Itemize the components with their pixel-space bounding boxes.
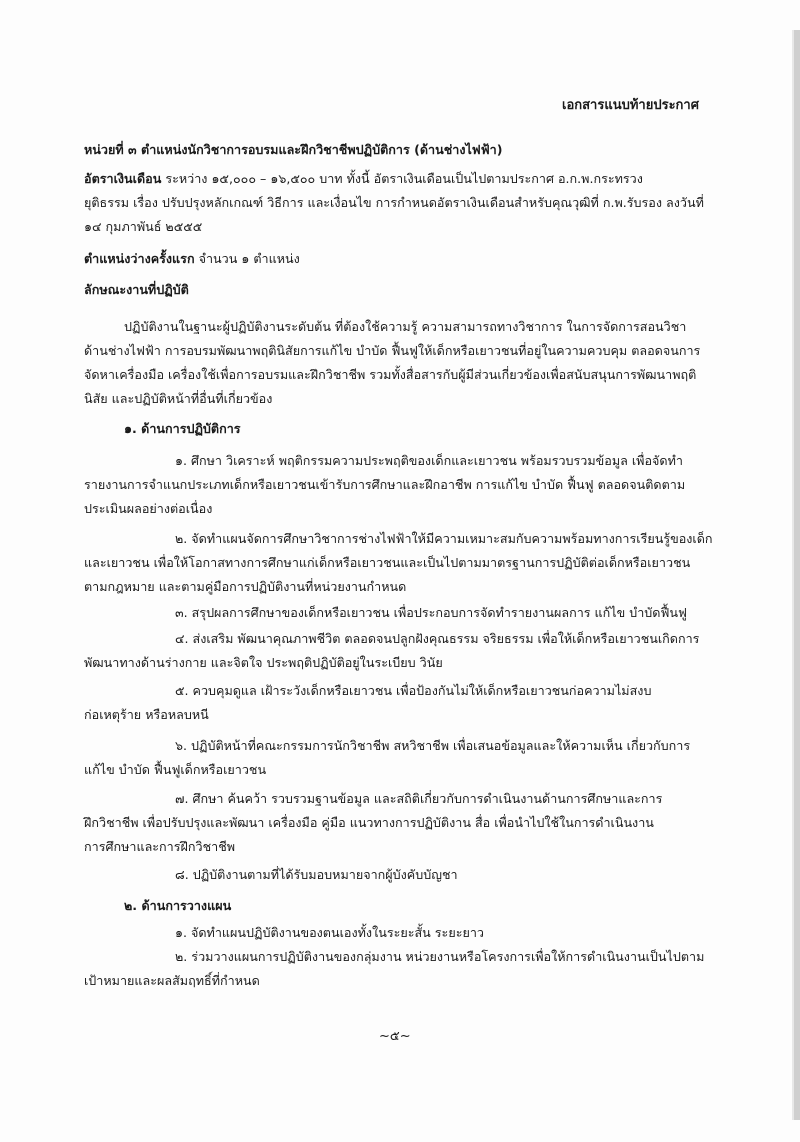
vacancy-line xyxy=(84,250,300,268)
section-1-line: แก้ไข บำบัด ฟื้นฟูเด็กหรือเยาวชน xyxy=(84,762,267,777)
duties-intro-line: ปฏิบัติงานในฐานะผู้ปฏิบัติงานระดับต้น ที่ต้องใช้ความรู้ ความสามารถทางวิชาการ ในการจัดการสอนวิชา xyxy=(124,319,687,334)
salary-line-1 xyxy=(84,170,643,188)
section-1-line: ๖. ปฏิบัติหน้าที่คณะกรรมการนักวิชาชีพ สหวิชาชีพ เพื่อเสนอข้อมูลและให้ความเห็น เกี่ยวกับการ xyxy=(175,738,691,753)
section-1-line: ๑. ศึกษา วิเคราะห์ พฤติกรรมความประพฤติของเด็กและเยาวชน พร้อมรวบรวมข้อมูล เพื่อจัดทำ xyxy=(175,453,683,468)
salary-line-2: ยุติธรรม เรื่อง ปรับปรุงหลักเกณฑ์ วิธีการ และเงื่อนไข การกำหนดอัตราเงินเดือนสำหรับคุณวุฒิที่ ก.พ.รับรอง ลงวันที่ xyxy=(84,195,704,210)
section-1-line: ๕. ควบคุมดูแล เฝ้าระวังเด็กหรือเยาวชน เพื่อป้องกันไม่ให้เด็กหรือเยาวชนก่อความไม่สงบ xyxy=(175,683,652,698)
section-1-line: ๗. ศึกษา ค้นคว้า รวบรวมฐานข้อมูล และสถิติเกี่ยวกับการดำเนินงานด้านการศึกษาและการ xyxy=(175,791,663,806)
section-1-line: ก่อเหตุร้าย หรือหลบหนี xyxy=(84,707,209,722)
section-1-line: ๘. ปฏิบัติงานตามที่ได้รับมอบหมายจากผู้บังคับบัญชา xyxy=(175,867,458,882)
section-2-heading: ๒. ด้านการวางแผน xyxy=(124,898,232,913)
section-2-line: เป้าหมายและผลสัมฤทธิ์ที่กำหนด xyxy=(84,973,260,988)
vacancy-label: ตำแหน่งว่างครั้งแรก xyxy=(84,251,195,266)
section-1-line: ประเมินผลอย่างต่อเนื่อง xyxy=(84,501,213,516)
section-1-heading: ๑. ด้านการปฏิบัติการ xyxy=(124,421,241,436)
duties-intro-line: นิสัย และปฏิบัติหน้าที่อื่นที่เกี่ยวข้อง xyxy=(84,391,273,406)
section-1-line: ๓. สรุปผลการศึกษาของเด็กหรือเยาวชน เพื่อประกอบการจัดทำรายงานผลการ แก้ไข บำบัดฟื้นฟู xyxy=(175,605,687,620)
salary-line-3: ๑๔ กุมภาพันธ์ ๒๕๕๕ xyxy=(84,219,203,234)
section-2-line: ๒. ร่วมวางแผนการปฏิบัติงานของกลุ่มงาน หน่วยงานหรือโครงการเพื่อให้การดำเนินงานเป็นไปตาม xyxy=(175,949,705,964)
duties-intro-line: จัดหาเครื่องมือ เครื่องใช้เพื่อการอบรมและฝึกวิชาชีพ รวมทั้งสื่อสารกับผู้มีส่วนเกี่ยวข้องเพื่อสนับสนุนการพัฒนาพฤติ xyxy=(84,367,697,382)
unit-heading: หน่วยที่ ๓ ตำแหน่งนักวิชาการอบรมและฝึกวิชาชีพปฏิบัติการ (ด้านช่างไฟฟ้า) xyxy=(84,142,503,157)
salary-label: อัตราเงินเดือน xyxy=(84,171,162,186)
duties-intro-line: ด้านช่างไฟฟ้า การอบรมพัฒนาพฤตินิสัยการแก้ไข บำบัด ฟื้นฟูให้เด็กหรือเยาวชนที่อยู่ในความควบคุม ตลอดจนการ xyxy=(84,343,701,358)
section-1-line: และเยาวชน เพื่อให้โอกาสทางการศึกษาแก่เด็กหรือเยาวชนและเป็นไปตามมาตรฐานการปฏิบัติต่อเด็กหรือเยาวชน xyxy=(84,555,691,570)
duties-heading: ลักษณะงานที่ปฏิบัติ xyxy=(84,282,189,297)
page-edge xyxy=(794,30,800,1120)
section-2-line: ๑. จัดทำแผนปฏิบัติงานของตนเองทั้งในระยะสั้น ระยะยาว xyxy=(175,925,484,940)
section-1-line: ตามกฎหมาย และตามคู่มือการปฏิบัติงานที่หน่วยงานกำหนด xyxy=(84,579,407,594)
section-1-line: ๔. ส่งเสริม พัฒนาคุณภาพชีวิต ตลอดจนปลูกฝังคุณธรรม จริยธรรม เพื่อให้เด็กหรือเยาวชนเกิดการ xyxy=(175,631,700,646)
page-number: ~๕~ xyxy=(379,1029,411,1044)
vacancy-value: จำนวน ๑ ตำแหน่ง xyxy=(198,251,300,266)
attachment-title: เอกสารแนบท้ายประกาศ xyxy=(562,98,699,113)
section-1-line: รายงานการจำแนกประเภทเด็กหรือเยาวชนเข้ารับการศึกษาและฝึกอาชีพ การแก้ไข บำบัด ฟื้นฟู ตลอดจนติดตาม xyxy=(84,477,686,492)
section-1-line: ฝึกวิชาชีพ เพื่อปรับปรุงและพัฒนา เครื่องมือ คู่มือ แนวทางการปฏิบัติงาน สื่อ เพื่อนำไปใช้ในการดำเนินงาน xyxy=(84,815,654,830)
section-1-line: พัฒนาทางด้านร่างกาย และจิตใจ ประพฤติปฏิบัติอยู่ในระเบียบ วินัย xyxy=(84,655,443,670)
section-1-line: ๒. จัดทำแผนจัดการศึกษาวิชาการช่างไฟฟ้าให้มีความเหมาะสมกับความพร้อมทางการเรียนรู้ของเด็ก xyxy=(175,531,713,546)
section-1-line: การศึกษาและการฝึกวิชาชีพ xyxy=(84,839,236,854)
salary-text-1: ระหว่าง ๑๕,๐๐๐ – ๑๖,๕๐๐ บาท ทั้งนี้ อัตราเงินเดือนเป็นไปตามประกาศ อ.ก.พ.กระทรวง xyxy=(165,171,643,186)
